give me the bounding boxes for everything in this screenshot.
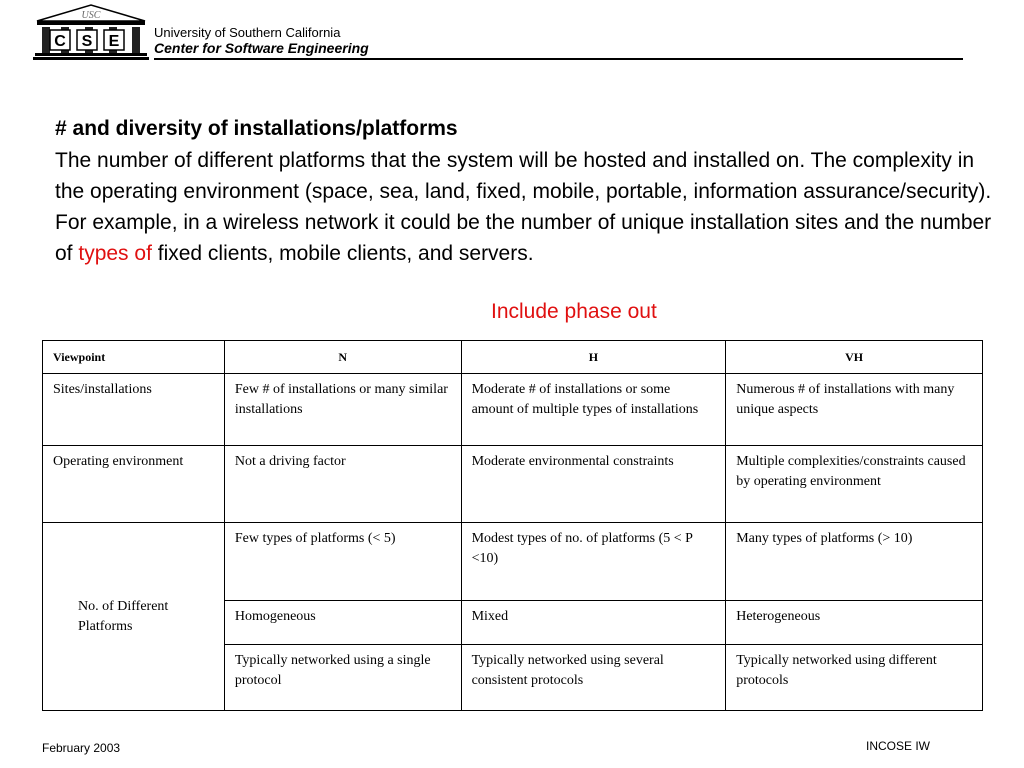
- cell-h: Modest types of no. of platforms (5 < P <10): [461, 523, 726, 601]
- cell-vh: Typically networked using different protocols: [726, 645, 983, 711]
- cell-viewpoint-platforms: No. of Different Platforms: [43, 523, 225, 711]
- center-name: Center for Software Engineering: [154, 40, 369, 56]
- cell-vh: Many types of platforms (> 10): [726, 523, 983, 601]
- table-row: [43, 523, 983, 601]
- viewpoint-table: [42, 340, 983, 711]
- cell-n: Homogeneous: [224, 601, 461, 645]
- cell-h: Typically networked using several consistent protocols: [461, 645, 726, 711]
- university-name: University of Southern California: [154, 25, 341, 40]
- slide-body: [55, 145, 995, 269]
- header-vh: VH: [726, 341, 983, 374]
- body-highlight: types of: [78, 242, 152, 265]
- cell-viewpoint: Operating environment: [43, 446, 225, 523]
- logo-letter-c: C: [54, 33, 66, 50]
- cell-h: Mixed: [461, 601, 726, 645]
- header-n: N: [224, 341, 461, 374]
- logo-letter-e: E: [108, 33, 120, 50]
- cell-h: Moderate environmental constraints: [461, 446, 726, 523]
- cell-n: Few # of installations or many similar installations: [224, 374, 461, 446]
- cell-vh: Numerous # of installations with many unique aspects: [726, 374, 983, 446]
- slide-title: # and diversity of installations/platforms: [55, 117, 458, 140]
- cell-n: Not a driving factor: [224, 446, 461, 523]
- cse-logo-graphic: [33, 3, 149, 61]
- logo-usc-text: USC: [81, 10, 101, 21]
- footer-event: INCOSE IW: [866, 739, 931, 753]
- cell-viewpoint: Sites/installations: [43, 374, 225, 446]
- header-divider: [154, 58, 963, 60]
- cell-n: Few types of platforms (< 5): [224, 523, 461, 601]
- cell-vh: Heterogeneous: [726, 601, 983, 645]
- phase-out-note: Include phase out: [491, 300, 657, 323]
- cse-logo: [33, 3, 149, 61]
- logo-letter-s: S: [81, 33, 93, 50]
- footer-date: February 2003: [42, 741, 121, 755]
- header-viewpoint: Viewpoint: [43, 341, 225, 374]
- body-text-part-1: The number of different platforms that the system will be hosted and installed on. The complexity in the operating environment (space, sea, land, fixed, mobile, portable, information assurance/security). For example, in a wireless network it could be the number of unique installation sites and the number of: [55, 149, 992, 265]
- header-h: H: [461, 341, 726, 374]
- cell-vh: Multiple complexities/constraints caused by operating environment: [726, 446, 983, 523]
- table-header-row: [43, 341, 983, 374]
- table-row: [43, 446, 983, 523]
- cell-h: Moderate # of installations or some amount of multiple types of installations: [461, 374, 726, 446]
- table-row: [43, 374, 983, 446]
- cell-n: Typically networked using a single protocol: [224, 645, 461, 711]
- body-text-part-2: fixed clients, mobile clients, and servers.: [151, 242, 534, 265]
